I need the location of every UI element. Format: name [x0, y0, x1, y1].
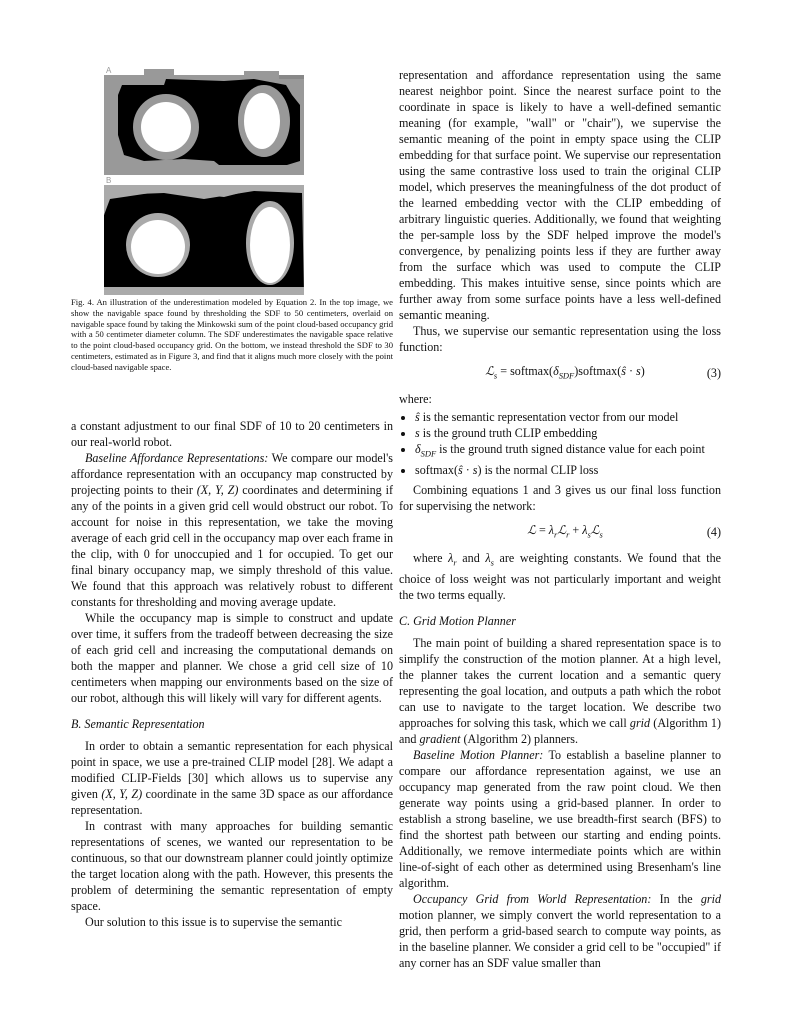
figure-caption: Fig. 4. An illustration of the underestimation modeled by Equation 2. In the top image, we show the navigable space found by thresholding the SDF to 50 centimeters, overlaid on navigable space found by taking the Minkowski sum of the point cloud-based occupancy grid with a 50 centimeter diameter column. The SDF underestimates the navigable space relative to the point cloud-based occupancy grid. On the bottom, we instead threshold the SDF to 30 centimeters, estimated as in Figure 3, and find that it aligns much more closely with the point cloud-based navigable space.	[71, 297, 393, 372]
paragraph: While the occupancy map is simple to construct and update over time, it suffers from the tradeoff between decreasing the size of each grid cell and increasing the computational demands on both the mapper and planner. We chose a grid cell size of 10 centimeters when mapping our environments based on the size of our robot, although this will likely will vary for different agents.	[71, 611, 393, 705]
panel-b	[104, 176, 304, 295]
text-span: and	[456, 551, 486, 566]
text-span: (Algorithm 2) planners.	[460, 731, 579, 746]
equation-number: (3)	[706, 366, 721, 381]
equation-3	[399, 363, 721, 383]
text-span: To establish a baseline planner to compare our affordance representation against, we use an occupancy map generated from the raw point cloud. We then generate way points using a grid-based planner. In order to establish a strong baseline, we use breadth-first search (BFS) to find the shortest path between our starting and ending points. Additionally, we remove intermediate points which are within line-of-sight of each other as determined using Bresenham's line algorithm.	[399, 747, 721, 890]
text-span: We compare our model's affordance representation with an occupancy map constructed by projecting points to their	[71, 451, 393, 497]
text-span: grid	[700, 891, 722, 906]
paragraph: Our solution to this issue is to supervise the semantic	[85, 915, 342, 929]
section-heading: C. Grid Motion Planner	[399, 613, 516, 628]
text-span: are weighting constants. We found that the choice of loss weight was not particularly important and weight the two terms equally.	[399, 551, 721, 602]
equation-4	[399, 522, 721, 542]
text-span: In order to obtain a semantic representation for each physical point in space, we use a pre-trained CLIP model [28]. We adapt a modified CLIP-Fields [30] which allows us to supervise any given	[71, 739, 393, 801]
paragraph-lead: Occupancy Grid from World Representation:	[413, 891, 652, 906]
left-column	[71, 418, 393, 930]
list-item: • softmax(ŝ · s) is the normal CLIP loss	[415, 462, 721, 478]
list-text: is the ground truth CLIP embedding	[419, 426, 598, 441]
math-inline: (X, Y, Z)	[196, 483, 239, 497]
paragraph: In contrast with many approaches for building semantic representations of scenes, we wanted our representation to be continuous, so that our downstream planner could jointly optimize the target location along with the path. However, this presents the problem of determining the semantic representation of empty space.	[71, 819, 393, 913]
section-heading: B. Semantic Representation	[71, 717, 205, 731]
occupancy-figure	[104, 65, 304, 295]
text-span: gradient	[419, 731, 461, 746]
paragraph	[71, 450, 393, 610]
text-span: coordinate in the same 3D space as our affordance representation.	[71, 787, 393, 817]
text-span: where	[413, 551, 449, 566]
equation-expr: ℒ$_s$ = $softmax(\delta_{SDF})softmax(ŝ \cdot s)$	[485, 364, 645, 381]
paragraph	[399, 635, 721, 747]
paragraph-lead: Baseline Affordance Representations:	[85, 451, 269, 465]
figure-4	[104, 65, 304, 295]
paragraph: representation and affordance representation using the same nearest neighbor point. Since the nearest surface point to the coordinate in space is likely to have a well-defined semantic meaning (for example, "wall" or "chair"), we supervise the semantic meaning of the point in empty space using the CLIP embedding for that surface point. We supervise our representation using the same contrastive loss used to train the original CLIP model, which preserves the meaningfulness of the dot product of the learned embedding vector with the CLIP embedding of arbitrary linguistic queries. Additionally, we found that weighting the per-sample loss by the SDF helped improve the model's convergence, by penalizing points less if they are further away from the surface which was used to compute the CLIP embedding. This makes intuitive sense, since points which are further away from some surface points have a less well-defined semantic meaning.	[399, 68, 721, 322]
equation-expr: ℒ = $\lambda_rℒ_r$ + $\lambda_sℒ_s$	[527, 522, 603, 540]
paragraph	[399, 747, 721, 891]
text-span: motion planner, we simply convert the world representation to a grid, then perform a grid-based search to compute way points, as in the baseline planner. We consider a grid cell to be "occupied" if any corner has an SDF value smaller than	[399, 907, 721, 970]
paragraph: Thus, we supervise our semantic representation using the loss function:	[399, 324, 721, 354]
right-column	[399, 67, 721, 971]
text-span: In the	[651, 891, 701, 906]
text-span: (Algorithm 1) and	[399, 715, 721, 746]
list-item: • ŝ is the semantic representation vector from our model	[415, 409, 721, 425]
list-text: is the normal CLIP loss	[481, 462, 599, 477]
panel-a-label: A	[106, 66, 112, 75]
paragraph-lead: Baseline Motion Planner:	[413, 747, 544, 762]
paragraph: where $\lambda_r$ and $\lambda_s$ are weighting constants. We found that the choice of loss weight was not particularly important and weight the two terms equally.	[399, 551, 721, 602]
list-text: is the ground truth signed distance value for each point	[436, 442, 705, 457]
text-span: grid	[629, 715, 651, 730]
panel-b-label: B	[106, 176, 112, 185]
list-text: is the semantic representation vector from our model	[419, 410, 679, 425]
paragraph	[399, 891, 721, 971]
paragraph	[71, 738, 393, 818]
text-span: The main point of building a shared representation space is to simplify the construction of the motion planner. At a high level, the planner takes the current location and a semantic query representing the goal location, and outputs a path which the robot can use to navigate to the target location. We describe two approaches for solving this task, which we call	[399, 635, 721, 730]
equation-number: (4)	[706, 525, 721, 540]
panel-a	[104, 66, 304, 175]
math-inline: (X, Y, Z)	[101, 787, 143, 801]
bullet-list	[399, 409, 721, 477]
text-span: coordinates and determining if any of the points in a given grid cell would obstruct our robot. To account for noise in this representation, we take the moving average of each grid cell in the occupancy map over each frame in the clip, with 0 for unoccupied and 1 for occupied. To get our final binary occupancy map, we simply threshold of this value. We found that this approach was relatively robust to different constants for thresholding and moving average update.	[71, 483, 393, 609]
list-item: • $\delta_{SDF}$ is the ground truth signed distance value for each point	[415, 441, 721, 461]
list-item: • s is the ground truth CLIP embedding	[415, 425, 721, 441]
paragraph: a constant adjustment to our final SDF of 10 to 20 centimeters in our real-world robot.	[71, 419, 393, 449]
paragraph: Combining equations 1 and 3 gives us our final loss function for supervising the network:	[399, 482, 721, 513]
paragraph: where:	[399, 392, 432, 407]
